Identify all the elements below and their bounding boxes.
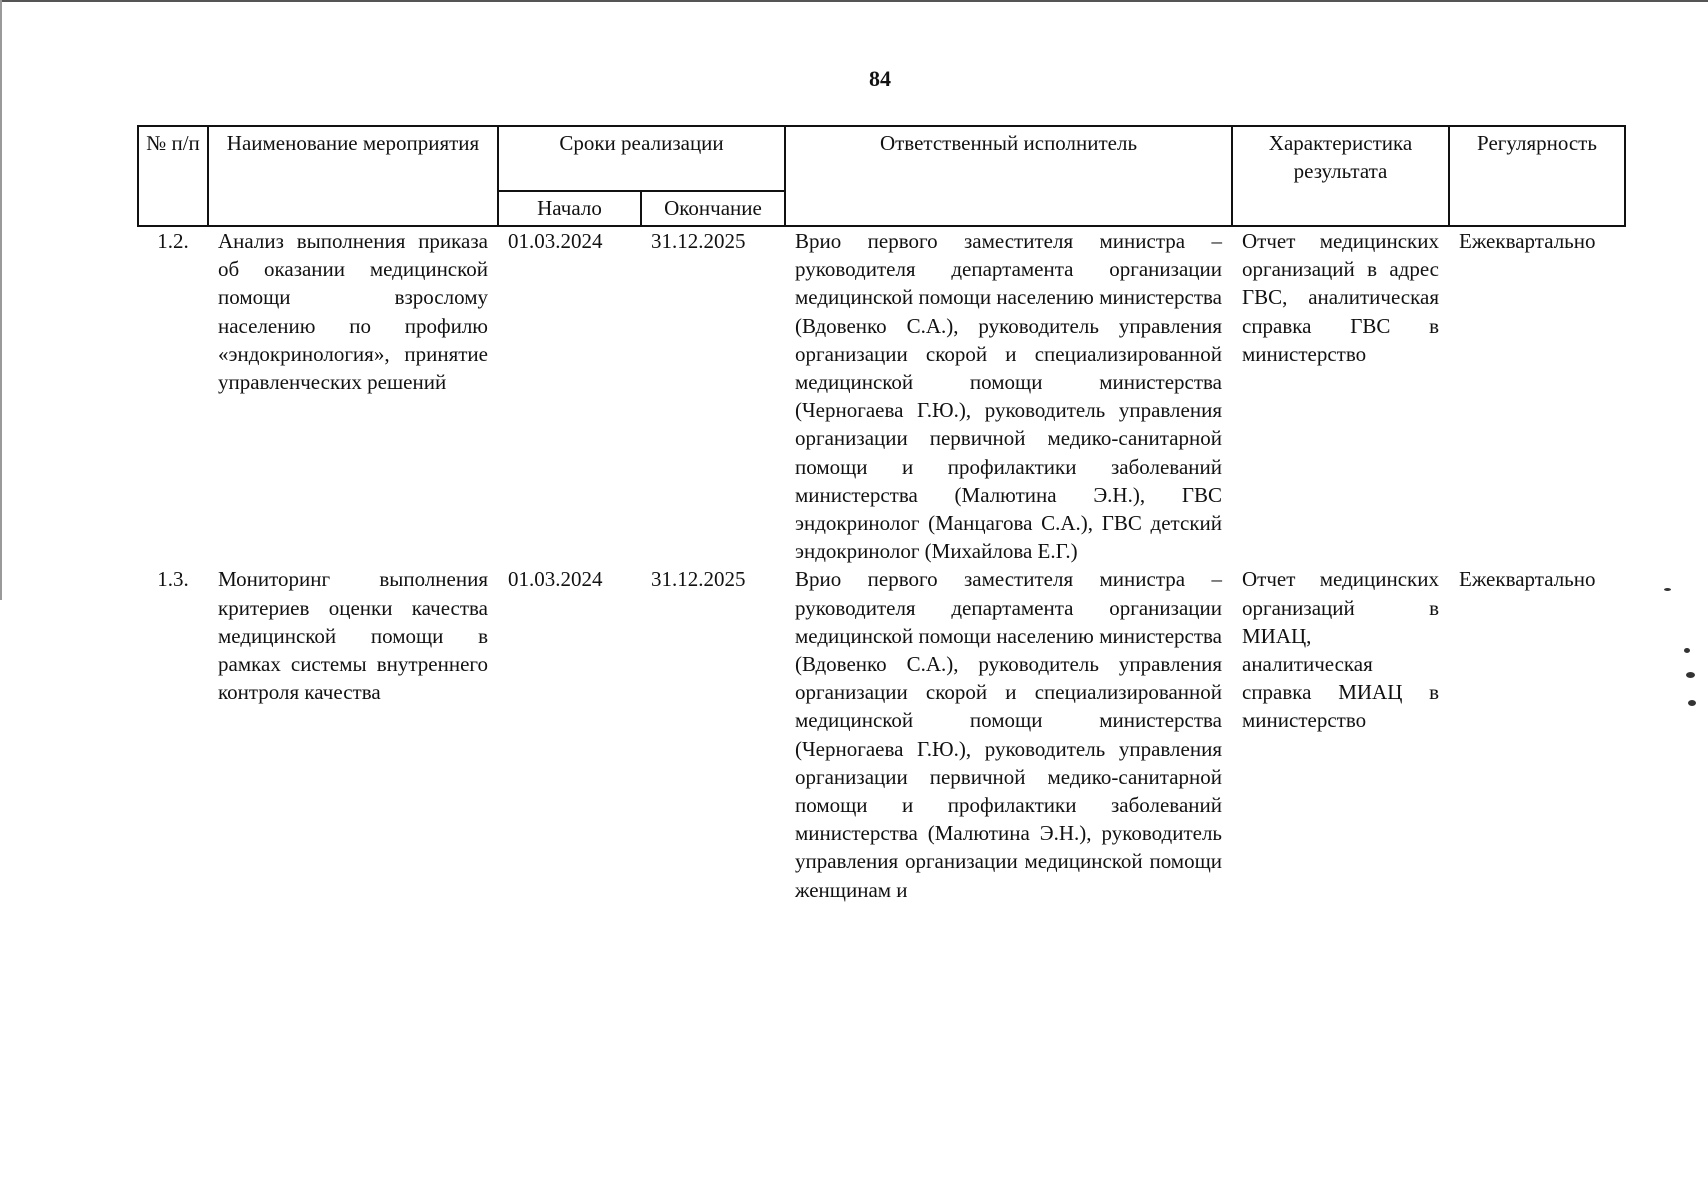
table-row [138, 226, 1625, 565]
header-executor: Ответственный исполнитель [785, 126, 1232, 226]
row-regularity: Ежеквартально [1459, 567, 1596, 592]
header-num: № п/п [138, 126, 208, 226]
header-result: Характеристика результата [1232, 126, 1449, 226]
row-num: 1.2. [157, 229, 189, 253]
row-start: 01.03.2024 [508, 229, 603, 253]
row-regularity: Ежеквартально [1459, 229, 1596, 253]
header-start: Начало [498, 191, 641, 226]
scan-speck [1688, 700, 1696, 706]
header-row [138, 126, 1625, 191]
scan-speck [1664, 588, 1671, 591]
row-end: 31.12.2025 [651, 567, 746, 592]
row-num: 1.3. [157, 567, 189, 592]
header-dates: Сроки реализации [498, 126, 785, 191]
scan-speck [1684, 648, 1690, 653]
row-start: 01.03.2024 [508, 567, 603, 592]
row-result: Отчет медицинских организаций в МИАЦ, аналитическая справка МИАЦ в министерство [1242, 567, 1439, 733]
page-number: 84 [869, 66, 891, 91]
row-name: Мониторинг выполнения критериев оценки качества медицинской помощи в рамках системы внутреннего контроля качества [218, 567, 488, 705]
row-end: 31.12.2025 [651, 229, 746, 253]
activities-table [137, 125, 1626, 904]
header-end: Окончание [641, 191, 785, 226]
table-row [138, 565, 1625, 903]
row-executor: Врио первого заместителя министра – руководителя департамента организации медицинской помощи населению министерства (Вдовенко С.А.), руководитель управления организации скорой и специализированной медицинской помощи министерства (Черногаева Г.Ю.), руководитель управления организации первичной медико-санитарной помощи и профилактики заболеваний министерства (Малютина Э.Н.), ГВС эндокринолог (Манцагова С.А.), ГВС детский эндокринолог (Михайлова Е.Г.) [795, 229, 1222, 564]
row-name: Анализ выполнения приказа об оказании медицинской помощи взрослому населению по профилю «эндокринология», принятие управленческих решений [218, 229, 488, 395]
scan-top-border [0, 0, 1708, 2]
scan-speck [1686, 672, 1695, 678]
row-result: Отчет медицинских организаций в адрес ГВС, аналитическая справка ГВС в министерство [1242, 229, 1439, 366]
row-executor: Врио первого заместителя министра – руководителя департамента организации медицинской помощи населению министерства (Вдовенко С.А.), руководитель управления организации скорой и специализированной медицинской помощи министерства (Черногаева Г.Ю.), руководитель управления организации первичной медико-санитарной помощи и профилактики заболеваний министерства (Малютина Э.Н.), руководитель управления организации медицинской помощи женщинам и [795, 567, 1222, 902]
header-regularity: Регулярность [1449, 126, 1625, 226]
header-name: Наименование мероприятия [208, 126, 498, 226]
